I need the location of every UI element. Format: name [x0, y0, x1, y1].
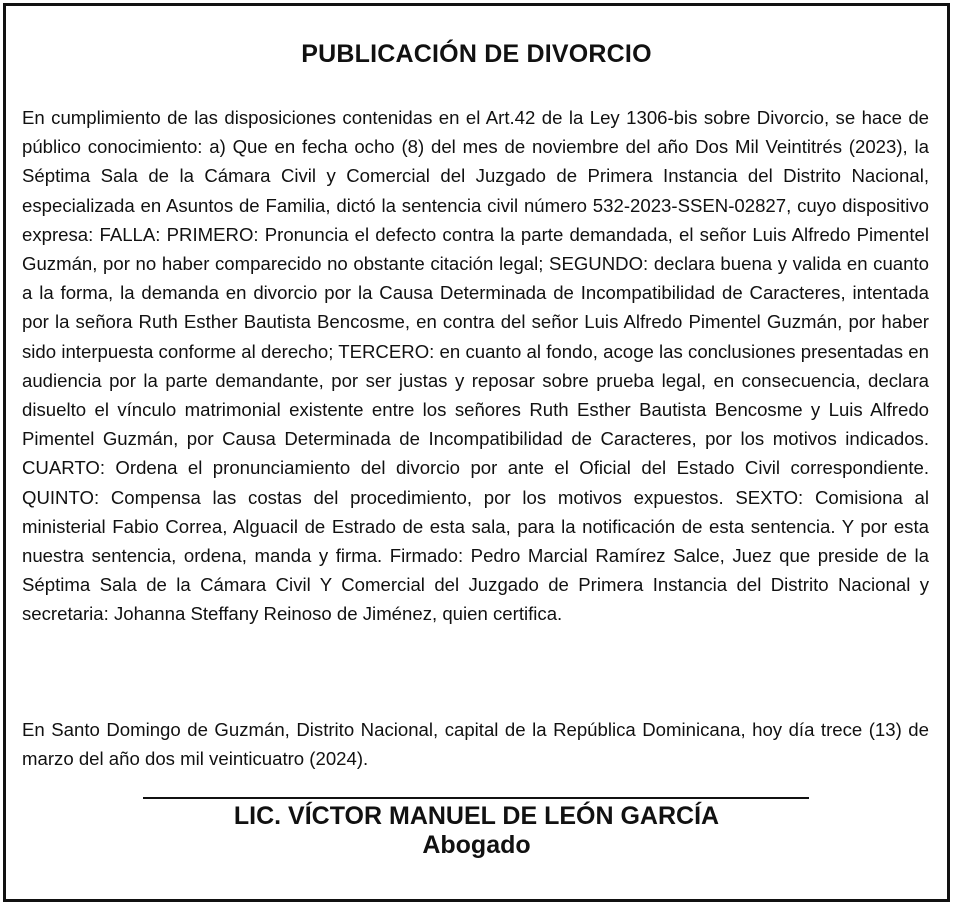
signatory-role: Abogado	[422, 831, 531, 859]
notice-body: En cumplimiento de las disposiciones contenidas en el Art.42 de la Ley 1306-bis sobre Divorcio, se hace de público conocimiento: a) Que en fecha ocho (8) del mes de noviembre del año Dos Mil Veintitrés (2023), la Séptima Sala de la Cámara Civil y Comercial del Juzgado de Primera Instancia del Distrito Nacional, especializada en Asuntos de Familia, dictó la sentencia civil número 532-2023-SSEN-02827, cuyo dispositivo expresa: FALLA: PRIMERO: Pronuncia el defecto contra la parte demandada, el señor Luis Alfredo Pimentel Guzmán, por no haber comparecido no obstante citación legal; SEGUNDO: declara buena y valida en cuanto a la forma, la demanda en divorcio por la Causa Determinada de Incompatibilidad de Caracteres, intentada por la señora Ruth Esther Bautista Bencosme, en contra del señor Luis Alfredo Pimentel Guzmán, por haber sido interpuesta conforme al derecho; TERCERO: en cuanto al fondo, acoge las conclusiones presentadas en audiencia por la parte demandante, por ser justas y reposar sobre prueba legal, en consecuencia, declara disuelto el vínculo matrimonial existente entre los señores Ruth Esther Bautista Bencosme y Luis Alfredo Pimentel Guzmán, por Causa Determinada de Incompatibilidad de Caracteres, por los motivos indicados. CUARTO: Ordena el pronunciamiento del divorcio por ante el Oficial del Estado Civil correspondiente. QUINTO: Compensa las costas del procedimiento, por los motivos expuestos. SEXTO: Comisiona al ministerial Fabio Correa, Alguacil de Estrado de esta sala, para la notificación de esta sentencia. Y por esta nuestra sentencia, ordena, manda y firma. Firmado: Pedro Marcial Ramírez Salce, Juez que preside de la Séptima Sala de la Cámara Civil Y Comercial del Juzgado de Primera Instancia del Distrito Nacional y secretaria: Johanna Steffany Reinoso de Jiménez, quien certifica.	[22, 107, 929, 625]
notice-frame	[3, 3, 950, 902]
signatory-name: LIC. VÍCTOR MANUEL DE LEÓN GARCÍA	[233, 802, 720, 830]
closing-paragraph: En Santo Domingo de Guzmán, Distrito Nacional, capital de la República Dominicana, hoy día trece (13) de marzo del año dos mil veinticuatro (2024).	[22, 719, 929, 770]
signature-line	[143, 797, 809, 799]
page-title: PUBLICACIÓN DE DIVORCIO	[301, 40, 652, 68]
